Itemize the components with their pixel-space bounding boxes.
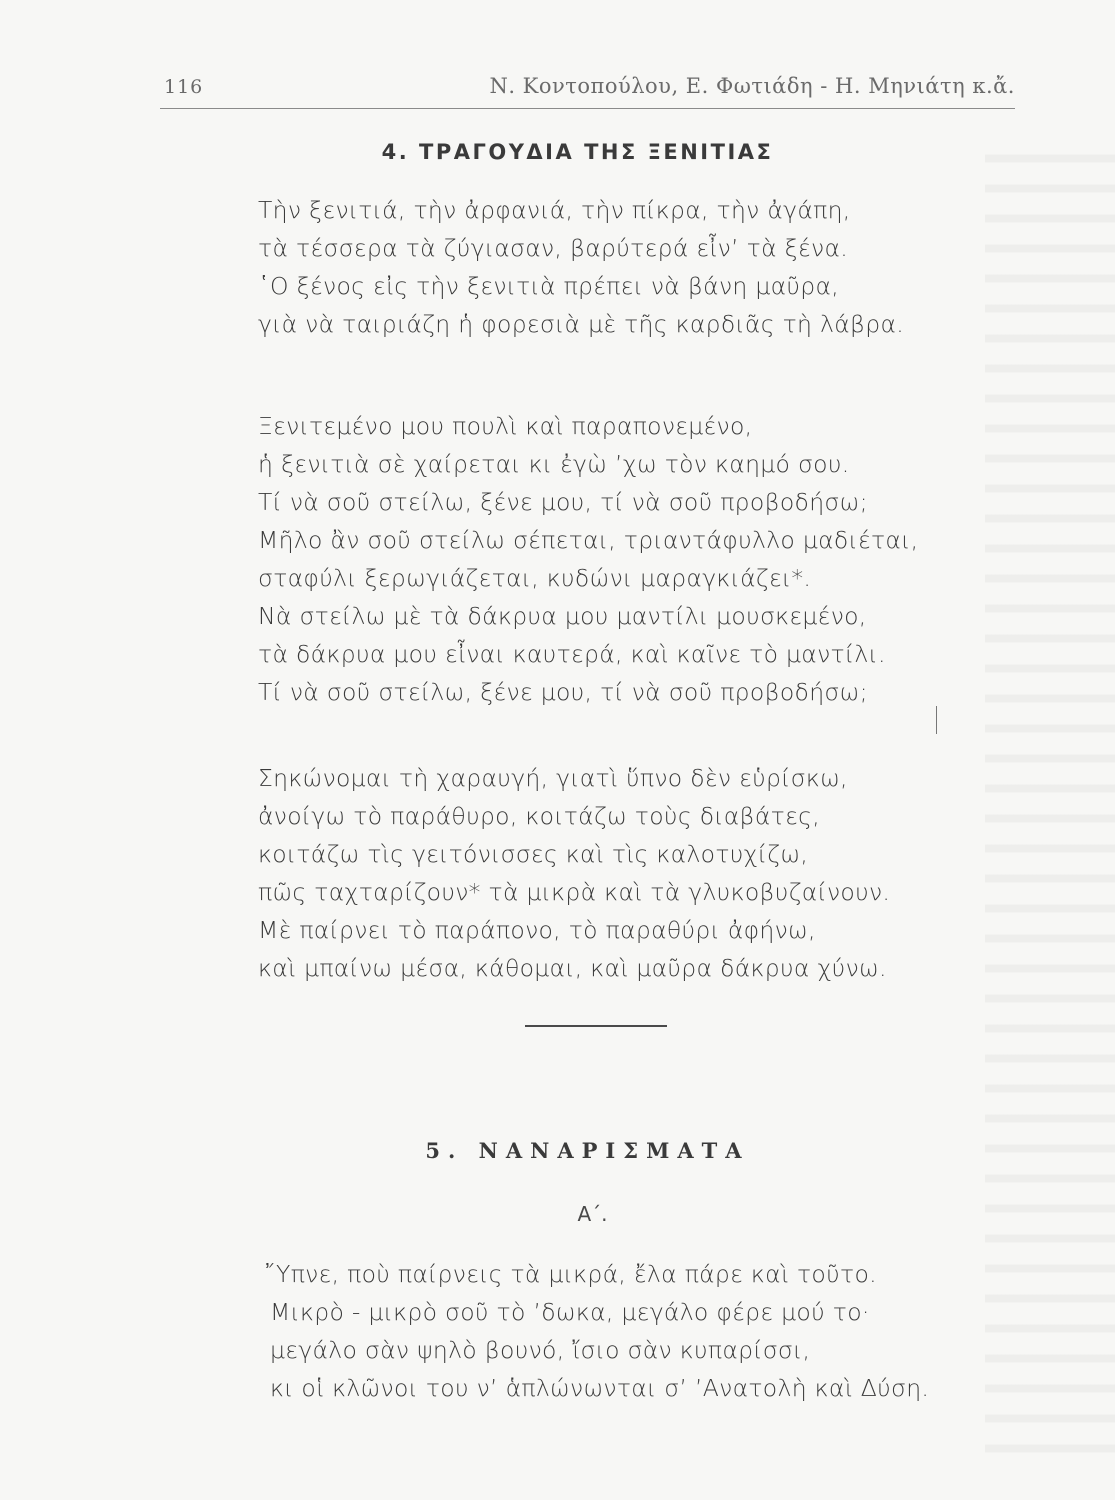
verse-line: Νὰ στείλω μὲ τὰ δάκρυα μου μαντίλι μουσκεμένο, [258, 602, 867, 630]
verse-line: Τί νὰ σοῦ στείλω, ξένε μου, τί νὰ σοῦ προβοδήσω; [258, 488, 868, 516]
section-5-title: 5. ΝΑΝΑΡΙΣΜΑΤΑ [425, 1138, 750, 1163]
margin-mark [936, 706, 937, 734]
verse-line: ἡ ξενιτιὰ σὲ χαίρεται κι ἐγὼ ’χω τὸν καημό σου. [258, 450, 850, 478]
bleed-through-texture [985, 140, 1115, 1460]
verse-line: ῾Ο ξένος εἰς τὴν ξενιτιὰ πρέπει νὰ βάνη μαῦρα, [258, 272, 840, 300]
verse-line: Τὴν ξενιτιά, τὴν ἀρφανιά, τὴν πίκρα, τὴν ἀγάπη, [258, 196, 851, 224]
stanza-1 [258, 196, 958, 356]
verse-line: γιὰ νὰ ταιριάζη ἡ φορεσιὰ μὲ τῆς καρδιᾶς τὴ λάβρα. [258, 310, 905, 338]
section-divider [525, 1025, 667, 1027]
stanza-2 [258, 412, 958, 722]
stanza-3 [258, 764, 958, 1004]
verse-line: καὶ μπαίνω μέσα, κάθομαι, καὶ μαῦρα δάκρυα χύνω. [258, 954, 887, 982]
verse-line: μεγάλο σὰν ψηλὸ βουνό, ἴσιο σὰν κυπαρίσσι, [270, 1336, 811, 1364]
verse-line: Μὲ παίρνει τὸ παράπονο, τὸ παραθύρι ἀφήνω, [258, 916, 816, 944]
verse-line: Ξενιτεμένο μου πουλὶ καὶ παραπονεμένο, [258, 412, 753, 440]
verse-line: κοιτάζω τὶς γειτόνισσες καὶ τὶς καλοτυχίζω, [258, 840, 809, 868]
verse-line: Μῆλο ἂν σοῦ στείλω σέπεται, τριαντάφυλλο μαδιέται, [258, 526, 919, 554]
verse-line: Τί νὰ σοῦ στείλω, ξένε μου, τί νὰ σοῦ προβοδήσω; [258, 678, 868, 706]
verse-line: ἀνοίγω τὸ παράθυρο, κοιτάζω τοὺς διαβάτες, [258, 802, 820, 830]
verse-line: κι οἱ κλῶνοι του ν’ ἁπλώνωνται σ’ ’Ανατολὴ καὶ Δύση. [270, 1374, 930, 1402]
lullaby-stanza [264, 1260, 990, 1430]
verse-line: τὰ δάκρυα μου εἶναι καυτερά, καὶ καῖνε τὸ μαντίλι. [258, 640, 886, 668]
verse-line: σταφύλι ξερωγιάζεται, κυδώνι μαραγκιάζει*. [258, 564, 812, 592]
verse-line: Σηκώνομαι τὴ χαραυγή, γιατὶ ὕπνο δὲν εὑρίσκω, [258, 764, 848, 792]
running-head [160, 72, 1015, 106]
verse-line: πῶς ταχταρίζουν* τὰ μικρὰ καὶ τὰ γλυκοβυζαίνουν. [258, 878, 891, 906]
verse-line: τὰ τέσσερα τὰ ζύγιασαν, βαρύτερά εἶν’ τὰ ξένα. [258, 234, 849, 262]
running-title: Ν. Κοντοπούλου, Ε. Φωτιάδη - Η. Μηνιάτη κ.ἄ. [489, 74, 1015, 98]
section-4-title: 4. ΤΡΑΓΟΥΔΙΑ ΤΗΣ ΞΕΝΙΤΙΑΣ [381, 140, 774, 164]
verse-line: ῎Υπνε, ποὺ παίρνεις τὰ μικρά, ἔλα πάρε καὶ τοῦτο. [264, 1260, 877, 1288]
page-number: 116 [164, 76, 204, 98]
verse-line: Μικρὸ - μικρὸ σοῦ τὸ ’δωκα, μεγάλο φέρε μού το· [270, 1298, 870, 1326]
header-rule [160, 108, 1015, 109]
section-5-subtitle: Α΄. [577, 1202, 608, 1226]
